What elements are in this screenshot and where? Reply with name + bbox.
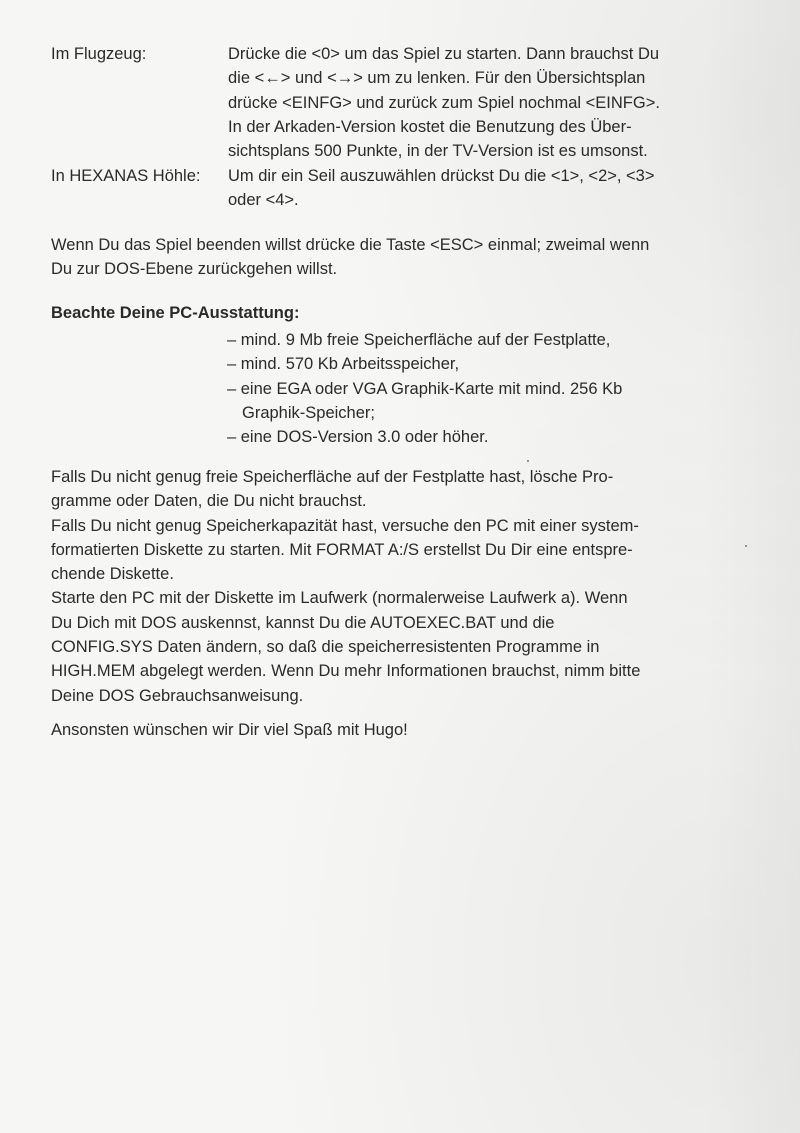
scan-speck [745, 545, 747, 547]
troubleshooting-line: formatierten Diskette zu starten. Mit FORMAT A:/S erstellst Du Dir eine entspre- [51, 540, 633, 559]
plane-controls-line: die <←> und <→> um zu lenken. Für den Übersichtsplan [228, 69, 646, 88]
troubleshooting-line: Starte den PC mit der Diskette im Laufwerk (normalerweise Laufwerk a). Wenn [51, 589, 628, 608]
requirement-item-continuation: Graphik-Speicher; [242, 403, 375, 422]
closing-line: Ansonsten wünschen wir Dir viel Spaß mit Hugo! [51, 721, 408, 739]
troubleshooting-line: chende Diskette. [51, 565, 174, 584]
requirement-item: – eine EGA oder VGA Graphik-Karte mit mind. 256 Kb [227, 379, 623, 398]
troubleshooting-line: Deine DOS Gebrauchsanweisung. [51, 686, 304, 705]
exit-line: Wenn Du das Spiel beenden willst drücke die Taste <ESC> einmal; zweimal wenn [51, 236, 650, 254]
requirement-item: – eine DOS-Version 3.0 oder höher. [227, 428, 489, 447]
plane-controls-text [228, 42, 768, 163]
cave-controls-line: oder <4>. [228, 191, 299, 210]
plane-controls-row [51, 42, 751, 167]
cave-controls-line: Um dir ein Seil auszuwählen drückst Du die <1>, <2>, <3> [228, 167, 655, 185]
requirements-list [227, 328, 747, 449]
plane-controls-line: sichtsplans 500 Punkte, in der TV-Version ist es umsonst. [228, 142, 648, 161]
requirement-item: – mind. 570 Kb Arbeitsspeicher, [227, 355, 460, 374]
troubleshooting-line: gramme oder Daten, die Du nicht brauchst. [51, 492, 367, 511]
troubleshooting-line: Falls Du nicht genug freie Speicherfläche auf der Festplatte hast, lösche Pro- [51, 468, 614, 486]
plane-controls-line: In der Arkaden-Version kostet die Benutzung des Über- [228, 117, 632, 136]
cave-controls-text [228, 164, 768, 213]
cave-controls-label: In HEXANAS Höhle: [51, 167, 201, 185]
cave-controls-row [51, 164, 751, 214]
plane-controls-label: Im Flugzeug: [51, 45, 147, 63]
troubleshooting-line: CONFIG.SYS Daten ändern, so daß die speicherresistenten Programme in [51, 638, 600, 657]
troubleshooting-line: Du Dich mit DOS auskennst, kannst Du die AUTOEXEC.BAT und die [51, 613, 555, 632]
troubleshooting-line: HIGH.MEM abgelegt werden. Wenn Du mehr Informationen brauchst, nimm bitte [51, 662, 641, 681]
scan-speck [527, 460, 529, 462]
exit-paragraph [51, 233, 761, 282]
requirements-heading: Beachte Deine PC-Ausstattung: [51, 304, 300, 322]
plane-controls-line: Drücke die <0> um das Spiel zu starten. Dann brauchst Du [228, 45, 660, 63]
requirement-item: – mind. 9 Mb freie Speicherfläche auf der Festplatte, [227, 331, 611, 349]
exit-line: Du zur DOS-Ebene zurückgehen willst. [51, 260, 338, 279]
troubleshooting-paragraph [51, 465, 761, 708]
troubleshooting-line: Falls Du nicht genug Speicherkapazität hast, versuche den PC mit einer system- [51, 516, 639, 535]
plane-controls-line: drücke <EINFG> und zurück zum Spiel nochmal <EINFG>. [228, 93, 660, 112]
